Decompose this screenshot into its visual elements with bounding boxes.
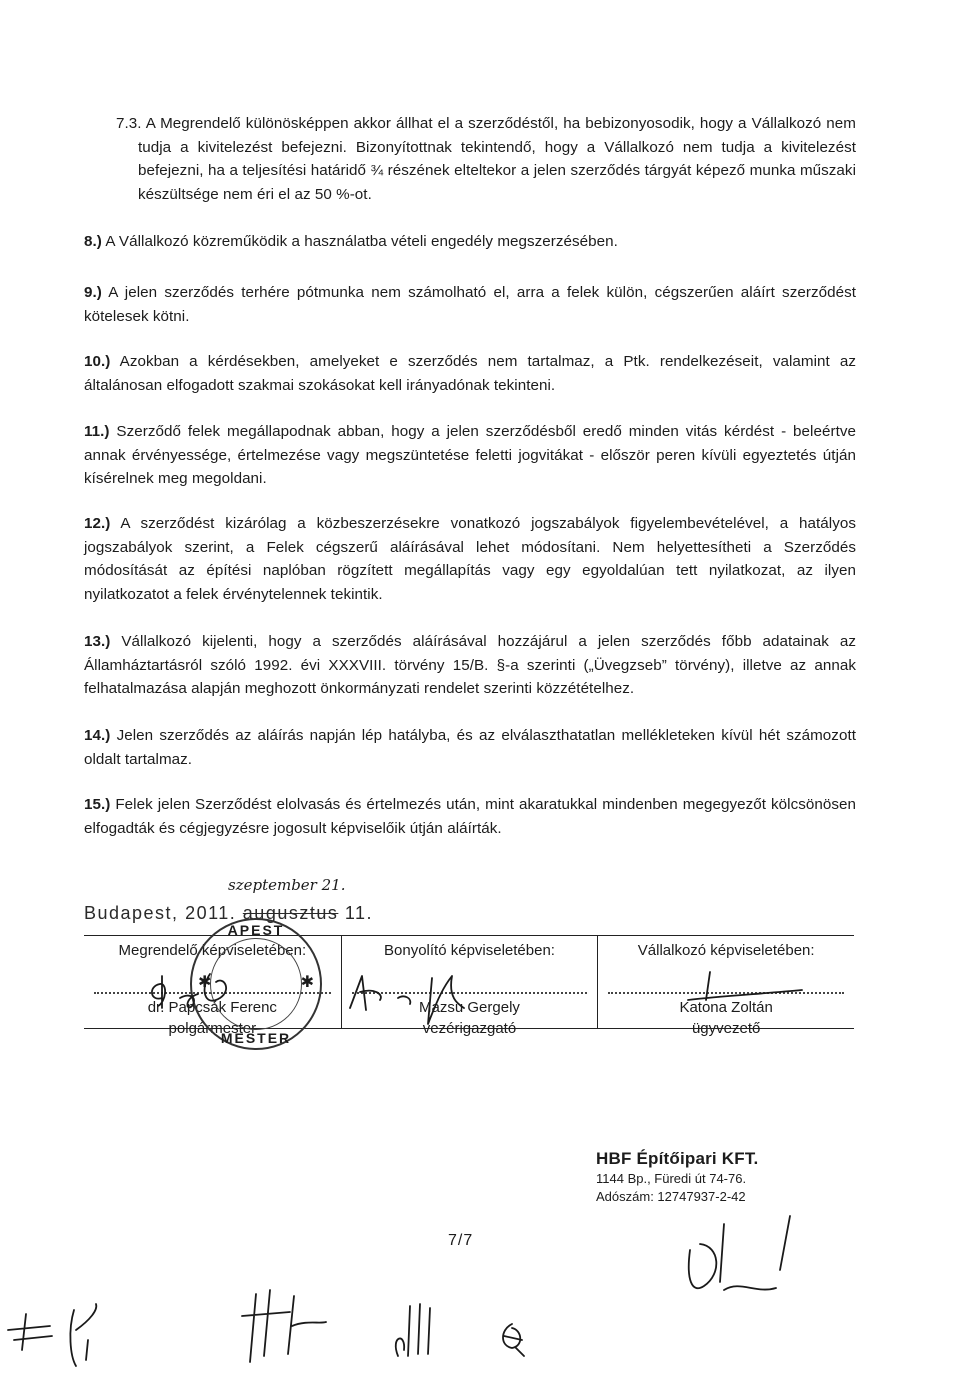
signatory-role: polgármester bbox=[168, 1020, 257, 1037]
page-number: 7/7 bbox=[448, 1232, 474, 1249]
signature-heading: Megrendelő képviseletében: bbox=[118, 942, 307, 959]
paragraph-number: 12.) bbox=[84, 515, 111, 532]
paragraph-12 bbox=[84, 512, 856, 606]
company-address: 1144 Bp., Füredi út 74-76. bbox=[596, 1171, 747, 1186]
paragraph-number: 8.) bbox=[84, 233, 102, 250]
handwritten-date-correction: szeptember 21. bbox=[228, 876, 346, 894]
date-day: 11. bbox=[344, 903, 374, 923]
paragraph-text: A Vállalkozó közreműködik a használatba vételi engedély megszerzésében. bbox=[105, 233, 618, 250]
paragraph-11 bbox=[84, 420, 856, 491]
stamp-top-text: APEST bbox=[227, 922, 285, 938]
signatory-name: Mazsu Gergely bbox=[419, 999, 520, 1016]
paragraph-number: 9.) bbox=[84, 284, 102, 301]
paragraph-9 bbox=[84, 281, 856, 328]
paragraph-text: Azokban a kérdésekben, amelyeket e szerződés nem tartalmaz, a Ptk. rendelkezéseit, valamint az általánosan elfogadott szakmai szokásokat kell irányadónak tekinteni. bbox=[84, 353, 857, 394]
paragraph-13 bbox=[84, 630, 856, 701]
paragraph-text: A Megrendelő különösképpen akkor állhat el a szerződéstől, ha bebizonyosodik, hogy a Vállalkozó nem tudja a kivitelezést befejezni. Bizonyítottnak tekintendő, hogy a Vállalkozó nem tudja a kivitelezést befejezni, ha a teljesítési határidő ¾ részének elteltekor a jelen szerződés tárgyát képező munka műszaki készültsége nem éri el az 50 %-ot. bbox=[138, 115, 856, 203]
initials-bottom-center bbox=[386, 1296, 446, 1366]
signatory-role: vezérigazgató bbox=[422, 1020, 517, 1037]
paragraph-text: Szerződő felek megállapodnak abban, hogy a jelen szerződésből eredő minden vitás kérdést - beleértve annak érvényessége, értelmezése vagy megszüntetése feletti jogvitákat - először peren kívüli egyeztetés útján kísérelnek meg megoldani. bbox=[84, 423, 856, 487]
signature-scribble-client bbox=[140, 968, 250, 1018]
paragraph-text: A szerződést kizárólag a közbeszerzésekre vonatkozó jogszabályok figyelembevételével, a hatályos jogszabályok szerint, a Felek cégszerű aláírásával lehet módosítani. Nem helyettesítheti a Szerződés módosítását az építési naplóban rögzített megállapítás vagy egy egyoldalúan tett nyilatkozat, az ilyen nyilatkozatot a felek érvénytelennek tekintik. bbox=[84, 515, 856, 603]
struck-month: augusztus bbox=[242, 903, 339, 923]
paragraph-14 bbox=[84, 724, 856, 771]
signing-date bbox=[84, 903, 373, 924]
paragraph-text: Vállalkozó kijelenti, hogy a szerződés aláírásával hozzájárul a jelen szerződés főbb adatainak az Államháztartásról szóló 1992. évi XXXVIII. törvény 15/B. §-a szerinti („Üvegzseb” törvény), illetve az annak felhatalmazása alapján meghozott önkormányzati rendelet szerinti közzétételhez. bbox=[84, 633, 856, 697]
paragraph-number: 14.) bbox=[84, 727, 111, 744]
signature-heading: Vállalkozó képviseletében: bbox=[637, 942, 815, 959]
signatory-role: ügyvezető bbox=[691, 1020, 761, 1037]
paragraph-7-3 bbox=[116, 112, 856, 206]
signatory-name: dr. Papcsák Ferenc bbox=[147, 999, 277, 1016]
star-icon: ✱ bbox=[300, 974, 314, 991]
date-city-year: Budapest, 2011. bbox=[84, 903, 237, 923]
paragraph-number: 10.) bbox=[84, 353, 111, 370]
initials-bottom-left bbox=[4, 1300, 124, 1370]
signature-scribble-contractor bbox=[680, 966, 810, 1006]
paragraph-8 bbox=[84, 230, 856, 254]
paragraph-number: 11.) bbox=[84, 423, 110, 440]
company-stamp bbox=[596, 1148, 758, 1206]
paragraph-number: 7.3. bbox=[116, 115, 142, 132]
signatory-name: Katona Zoltán bbox=[679, 999, 773, 1016]
initials-bottom-right bbox=[680, 1210, 820, 1310]
initials-bottom-center-right bbox=[492, 1318, 532, 1358]
company-name: HBF Építőipari KFT. bbox=[596, 1149, 759, 1168]
paragraph-10 bbox=[84, 350, 856, 397]
paragraph-text: A jelen szerződés terhére pótmunka nem számolható el, arra a felek külön, cégszerűen aláírt szerződést kötelesek kötni. bbox=[84, 284, 856, 325]
initials-bottom-center-left bbox=[236, 1286, 336, 1366]
stamp-bottom-text: MESTER bbox=[220, 1030, 292, 1046]
signature-heading: Bonyolító képviseletében: bbox=[384, 942, 555, 959]
paragraph-number: 15.) bbox=[84, 796, 111, 813]
star-icon: ✱ bbox=[198, 974, 212, 991]
paragraph-15 bbox=[84, 793, 856, 840]
company-tax-number: Adószám: 12747937-2-42 bbox=[596, 1189, 746, 1204]
paragraph-number: 13.) bbox=[84, 633, 111, 650]
paragraph-text: Jelen szerződés az aláírás napján lép hatályba, és az elválaszthatatlan mellékleteken kívül hét számozott oldalt tartalmaz. bbox=[84, 727, 856, 768]
signature-scribble-manager bbox=[340, 968, 480, 1028]
paragraph-text: Felek jelen Szerződést elolvasás és értelmezés után, mint akaratukkal mindenben megegyezőt kölcsönösen elfogadták és cégjegyzésre jogosult képviselőik útján aláírták. bbox=[84, 796, 856, 837]
